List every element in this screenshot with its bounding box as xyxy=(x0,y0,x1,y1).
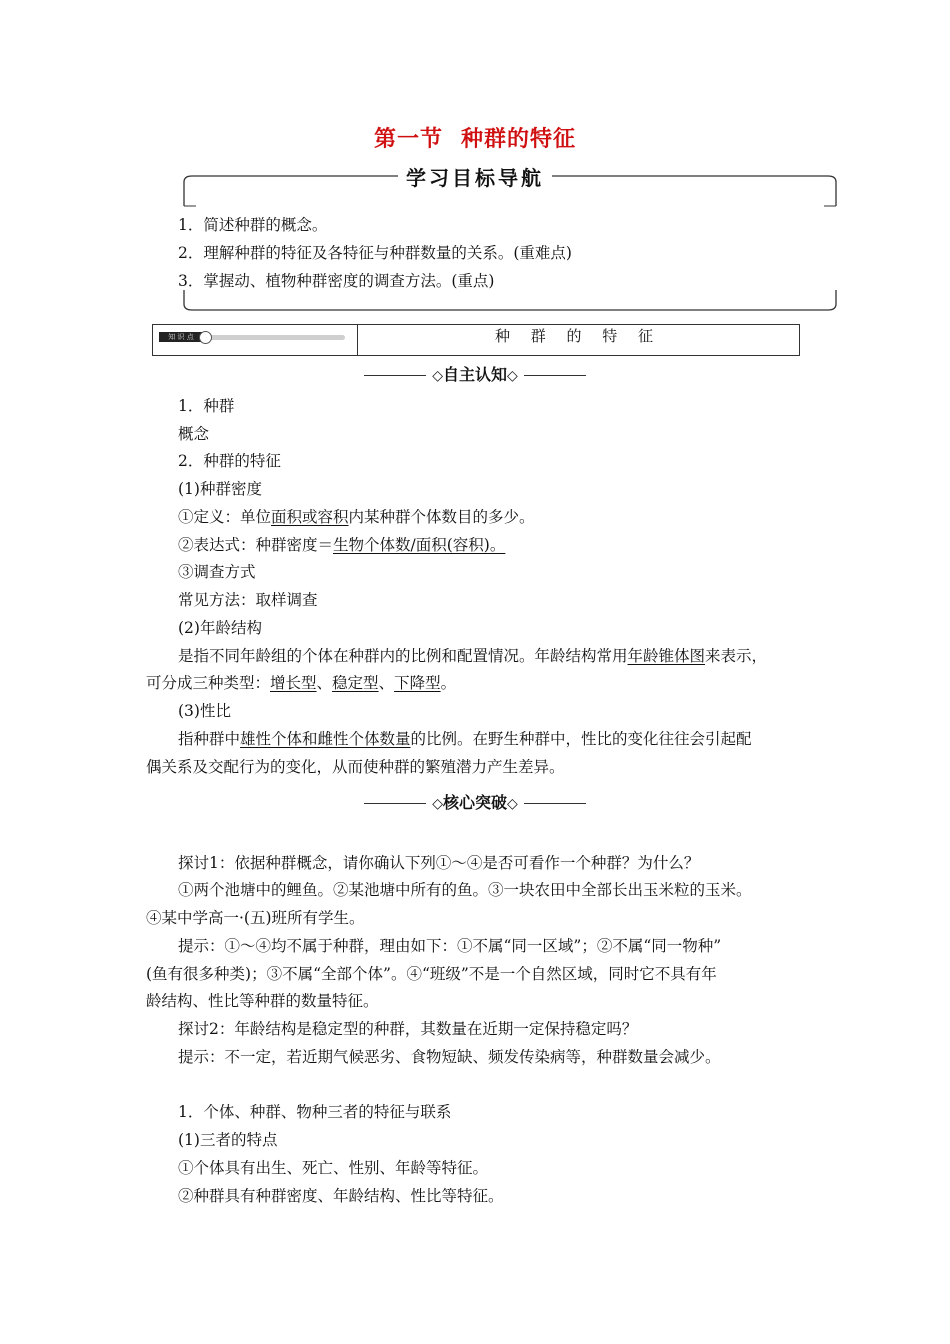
knowledge-point-title: 种 群 的 特 征 xyxy=(494,327,662,345)
title-section-number: 第一节 xyxy=(373,126,443,152)
text-line: (1)种群密度 xyxy=(178,480,262,498)
diamond-icon: ◇ xyxy=(432,796,443,812)
knowledge-point-tag: 知 识 点 xyxy=(159,332,203,342)
text-line: 概念 xyxy=(178,425,210,443)
text-line: 1．个体、种群、物种三者的特征与联系 xyxy=(178,1103,452,1121)
text-line: 偶关系及交配行为的变化，从而使种群的繁殖潜力产生差异。 xyxy=(146,758,565,776)
text-line: (2)年龄结构 xyxy=(178,619,262,637)
goal-item: 1．简述种群的概念。 xyxy=(178,216,328,234)
diamond-icon: ◇ xyxy=(507,796,518,812)
knowledge-point-header xyxy=(152,324,800,356)
knowledge-point-badge xyxy=(153,325,358,355)
page-title xyxy=(0,122,950,153)
text-line: ①定义：单位面积或容积内某种群个体数目的多少。 xyxy=(178,508,535,526)
text-line: ①个体具有出生、死亡、性别、年龄等特征。 xyxy=(178,1159,489,1177)
hint-line: 提示：不一定，若近期气候恶劣、食物短缺、频发传染病等，种群数量会减少。 xyxy=(178,1048,721,1066)
hint-line: 提示：①～④均不属于种群，理由如下：①不属“同一区域”；②不属“同一物种” xyxy=(178,937,722,955)
progress-decoration xyxy=(205,335,345,340)
diamond-icon: ◇ xyxy=(432,368,443,384)
question-line: 探讨2：年龄结构是稳定型的种群，其数量在近期一定保持稳定吗？ xyxy=(178,1020,638,1038)
text-line: 可分成三种类型：增长型、稳定型、下降型。 xyxy=(146,674,457,692)
text-line: 常见方法：取样调查 xyxy=(178,591,318,609)
text-line: ②表达式：种群密度＝生物个体数/面积(容积)。 xyxy=(178,536,506,554)
text-line: ②种群具有种群密度、年龄结构、性比等特征。 xyxy=(178,1187,504,1205)
hint-line: 龄结构、性比等种群的数量特征。 xyxy=(146,992,379,1010)
text-line: ④某中学高一·(五)班所有学生。 xyxy=(146,909,365,927)
text-line: 指种群中雄性个体和雌性个体数量的比例。在野生种群中，性比的变化往往会引起配 xyxy=(178,730,752,748)
question-line: 探讨1：依据种群概念，请你确认下列①～④是否可看作一个种群？为什么？ xyxy=(178,854,700,872)
text-line: 1．种群 xyxy=(178,397,235,415)
text-line: 2．种群的特征 xyxy=(178,452,281,470)
text-line: 是指不同年龄组的个体在种群内的比例和配置情况。年龄结构常用年龄锥体图来表示， xyxy=(178,647,768,665)
text-line: (3)性比 xyxy=(178,702,231,720)
text-line: (1)三者的特点 xyxy=(178,1131,278,1149)
section-heading-autonomous: ◇自主认知◇ xyxy=(0,362,950,385)
diamond-icon: ◇ xyxy=(507,368,518,384)
text-line: ①两个池塘中的鲤鱼。②某池塘中所有的鱼。③一块农田中全部长出玉米粒的玉米。 xyxy=(178,881,752,899)
hint-line: (鱼有很多种类)；③不属“全部个体”。④“班级”不是一个自然区域，同时它不具有年 xyxy=(146,965,717,983)
underlined-answer: 年龄锥体图 xyxy=(627,647,706,665)
underlined-answer: 稳定型 xyxy=(332,674,379,692)
underlined-answer: 下降型 xyxy=(394,674,441,692)
goal-item: 2．理解种群的特征及各特征与种群数量的关系。(重难点) xyxy=(178,244,572,262)
underlined-answer: 雄性个体和雌性个体数量 xyxy=(240,730,411,748)
underlined-answer: 面积或容积 xyxy=(271,508,349,526)
circle-icon xyxy=(199,331,212,344)
underlined-answer: 生物个体数/面积(容积)。 xyxy=(333,536,506,554)
goals-label: 学习目标导航 xyxy=(0,162,950,191)
title-topic: 种群的特征 xyxy=(461,126,577,152)
section-heading-core: ◇核心突破◇ xyxy=(0,790,950,813)
goals-frame xyxy=(182,172,838,312)
goal-item: 3．掌握动、植物种群密度的调查方法。(重点) xyxy=(178,272,495,290)
underlined-answer: 增长型 xyxy=(270,674,317,692)
text-line: ③调查方式 xyxy=(178,563,256,581)
